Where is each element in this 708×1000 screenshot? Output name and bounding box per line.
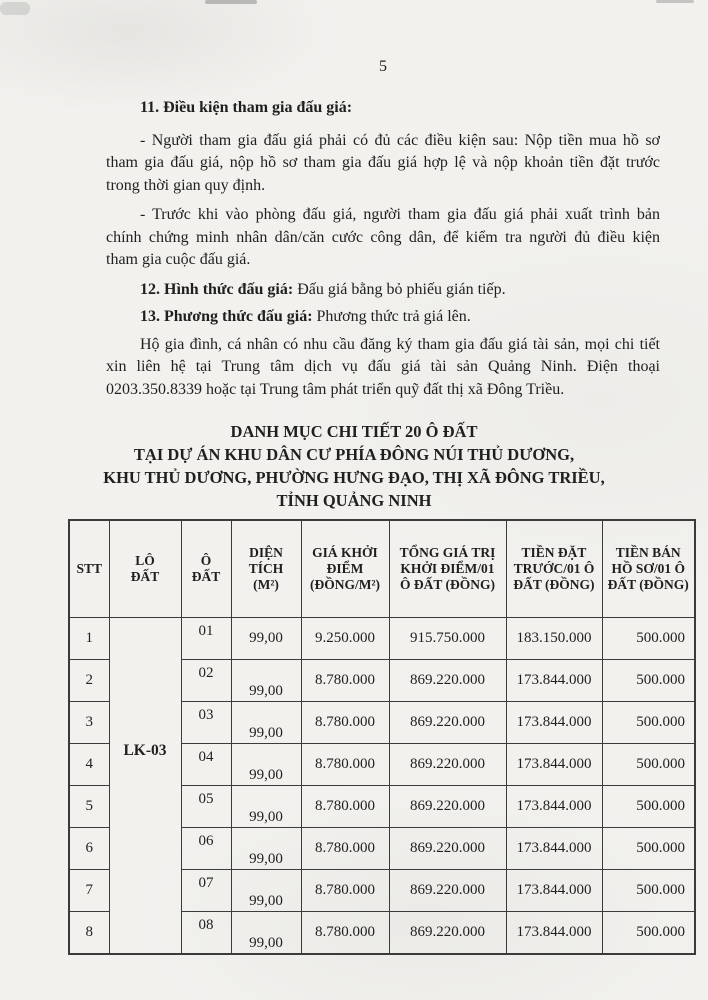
dossier-fee-cell: 500.000: [602, 660, 695, 702]
table-header-row: [69, 520, 695, 618]
starting-price-cell: 8.780.000: [301, 912, 389, 955]
stt-cell: 2: [69, 660, 109, 702]
text-line: tham gia đấu giá, nộp hồ sơ tham gia đấu giá hợp lệ và nộp khoản tiền đặt trước: [106, 154, 660, 171]
dossier-fee-cell: 500.000: [602, 870, 695, 912]
stt-cell: 6: [69, 828, 109, 870]
deposit-cell: 183.150.000: [506, 618, 602, 660]
deposit-cell: 173.844.000: [506, 912, 602, 955]
starting-price-cell: 9.250.000: [301, 618, 389, 660]
dossier-fee-cell: 500.000: [602, 702, 695, 744]
starting-price-cell: 8.780.000: [301, 660, 389, 702]
dossier-fee-cell: 500.000: [602, 618, 695, 660]
text-line: DANH MỤC CHI TIẾT 20 Ô ĐẤT: [230, 422, 478, 441]
area-cell: 99,00: [231, 744, 301, 786]
deposit-cell: 173.844.000: [506, 660, 602, 702]
area-cell: 99,00: [231, 786, 301, 828]
dossier-fee-cell: 500.000: [602, 912, 695, 955]
document-body: [106, 97, 660, 408]
header-gia-khoi-diem: GIÁ KHỞI ĐIỂM (ĐỒNG/M²): [301, 520, 389, 618]
text-line: tham gia cuộc đấu giá.: [106, 251, 251, 268]
stt-cell: 7: [69, 870, 109, 912]
stt-cell: 5: [69, 786, 109, 828]
plot-number-cell: 05: [181, 786, 231, 828]
header-lo-dat: LÔ ĐẤT: [109, 520, 181, 618]
text-line: TỈNH QUẢNG NINH: [276, 491, 432, 510]
paragraph-auction-conditions-1: [106, 130, 660, 198]
text-line: TẠI DỰ ÁN KHU DÂN CƯ PHÍA ĐÔNG NÚI THỦ DƯƠNG,: [133, 445, 575, 464]
area-cell: 99,00: [231, 660, 301, 702]
header-tien-dat-truoc: TIỀN ĐẶT TRƯỚC/01 Ô ĐẤT (ĐỒNG): [506, 520, 602, 618]
starting-price-cell: 8.780.000: [301, 870, 389, 912]
section-12-label: 12. Hình thức đấu giá:: [140, 280, 294, 298]
deposit-cell: 173.844.000: [506, 828, 602, 870]
text-line: Hộ gia đình, cá nhân có nhu cầu đăng ký tham gia đấu giá tài sản, mọi chi tiết: [140, 335, 660, 353]
starting-price-cell: 8.780.000: [301, 702, 389, 744]
paragraph-auction-conditions-2: [106, 204, 660, 272]
section-12-text: Đấu giá bằng bỏ phiếu gián tiếp.: [297, 280, 506, 298]
section-13: [106, 306, 660, 329]
text-line: KHU THỦ DƯƠNG, PHƯỜNG HƯNG ĐẠO, THỊ XÃ ĐÔNG TRIỀU,: [103, 468, 605, 487]
area-cell: 99,00: [231, 702, 301, 744]
plot-number-cell: 08: [181, 912, 231, 955]
paragraph-contact-info: [106, 334, 660, 402]
text-line: - Người tham gia đấu giá phải có đủ các điều kiện sau: Nộp tiền mua hồ sơ: [140, 131, 660, 149]
scan-smudge: [205, 0, 257, 4]
header-o-dat: Ô ĐẤT: [181, 520, 231, 618]
header-tien-ban-ho-so: TIỀN BÁN HỒ SƠ/01 Ô ĐẤT (ĐỒNG): [602, 520, 695, 618]
total-starting-value-cell: 869.220.000: [389, 702, 506, 744]
deposit-cell: 173.844.000: [506, 744, 602, 786]
deposit-cell: 173.844.000: [506, 870, 602, 912]
land-lots-table: [68, 519, 696, 955]
total-starting-value-cell: 869.220.000: [389, 660, 506, 702]
text-line: trong thời gian quy định.: [106, 176, 266, 194]
header-stt: STT: [69, 520, 109, 618]
header-dien-tich: DIỆN TÍCH (M²): [231, 520, 301, 618]
plot-number-cell: 01: [181, 618, 231, 660]
stt-cell: 4: [69, 744, 109, 786]
plot-number-cell: 06: [181, 828, 231, 870]
total-starting-value-cell: 869.220.000: [389, 786, 506, 828]
table-row: [69, 618, 695, 660]
stt-cell: 3: [69, 702, 109, 744]
total-starting-value-cell: 869.220.000: [389, 744, 506, 786]
total-starting-value-cell: 869.220.000: [389, 912, 506, 955]
dossier-fee-cell: 500.000: [602, 828, 695, 870]
section-13-text: Phương thức trả giá lên.: [316, 308, 471, 325]
stt-cell: 1: [69, 618, 109, 660]
plot-number-cell: 02: [181, 660, 231, 702]
section-13-label: 13. Phương thức đấu giá:: [140, 308, 313, 325]
page-number: 5: [379, 58, 387, 75]
lot-group-cell: LK-03: [109, 618, 181, 955]
scan-smudge: [0, 2, 30, 15]
scan-smudge: [656, 0, 694, 3]
deposit-cell: 173.844.000: [506, 786, 602, 828]
total-starting-value-cell: 869.220.000: [389, 828, 506, 870]
plot-number-cell: 03: [181, 702, 231, 744]
table-header: [69, 520, 695, 618]
text-line: xin liên hệ tại Trung tâm dịch vụ đấu giá tài sản Quảng Ninh. Điện thoại: [106, 358, 660, 375]
starting-price-cell: 8.780.000: [301, 744, 389, 786]
lots-table-body: [69, 618, 695, 955]
total-starting-value-cell: 869.220.000: [389, 870, 506, 912]
dossier-fee-cell: 500.000: [602, 744, 695, 786]
area-cell: 99,00: [231, 828, 301, 870]
starting-price-cell: 8.780.000: [301, 828, 389, 870]
plot-number-cell: 07: [181, 870, 231, 912]
area-cell: 99,00: [231, 870, 301, 912]
total-starting-value-cell: 915.750.000: [389, 618, 506, 660]
header-tong-gia-tri: TỔNG GIÁ TRỊ KHỞI ĐIỂM/01 Ô ĐẤT (ĐỒNG): [389, 520, 506, 618]
area-cell: 99,00: [231, 618, 301, 660]
starting-price-cell: 8.780.000: [301, 786, 389, 828]
stt-cell: 8: [69, 912, 109, 955]
section-11-heading: 11. Điều kiện tham gia đấu giá:: [140, 99, 353, 116]
dossier-fee-cell: 500.000: [602, 786, 695, 828]
text-line: chính chứng minh nhân dân/căn cước công dân, để kiểm tra người đủ điều kiện: [106, 228, 660, 246]
text-line: 0203.350.8339 hoặc tại Trung tâm phát triển quỹ đất thị xã Đông Triều.: [106, 380, 565, 398]
deposit-cell: 173.844.000: [506, 702, 602, 744]
section-12: [106, 279, 660, 302]
plot-number-cell: 04: [181, 744, 231, 786]
text-line: - Trước khi vào phòng đấu giá, người tham gia đấu giá phải xuất trình bản: [140, 206, 660, 223]
table-title: [77, 420, 631, 512]
area-cell: 99,00: [231, 912, 301, 955]
